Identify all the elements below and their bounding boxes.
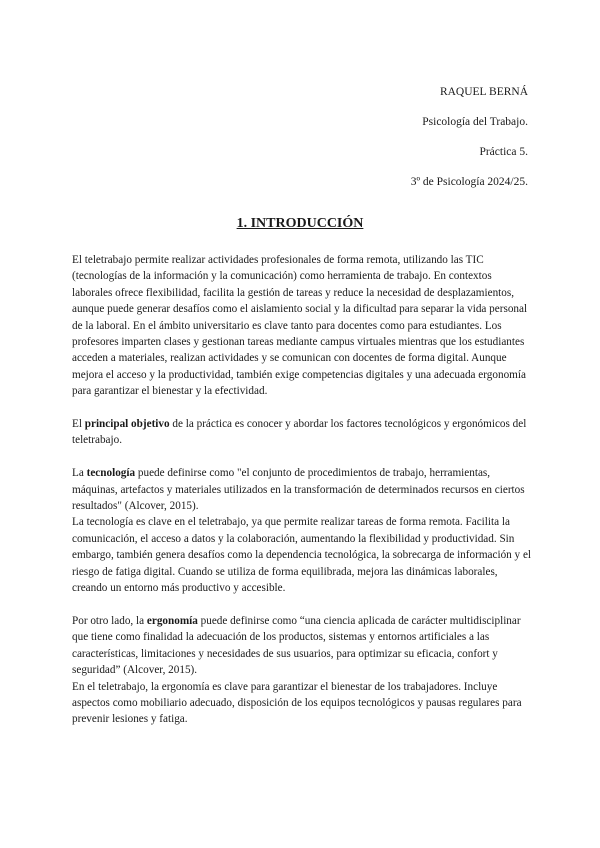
technology-definition-paragraph xyxy=(72,465,532,514)
ergo-def-before: Por otro lado, la xyxy=(72,614,147,627)
tech-def-after: puede definirse como "el conjunto de procedimientos de trabajo, herramientas, máquinas, artefactos y materiales utilizados en la transformación de determinados recursos en ciertos resultados" (Alcover, 2015). xyxy=(72,467,525,513)
section-title: 1. INTRODUCCIÓN xyxy=(236,216,364,231)
author-name: RAQUEL BERNÁ xyxy=(439,86,528,98)
intro-paragraph: El teletrabajo permite realizar actividades profesionales de forma remota, utilizando las TIC (tecnologías de la información y la comunicación) como herramienta de trabajo. En contextos laborales ofrece flexibilidad, facilita la gestión de tareas y reduce la necesidad de desplazamientos, aunque puede generar desafíos como el aislamiento social y la dificultad para separar la vida personal de la laboral. En el ámbito universitario es clave tanto para docentes como para estudiantes. Los profesores imparten clases y gestionan tareas mediante campus virtuales mientras que los estudiantes acceden a materiales, realizan actividades y se comunican con docentes de forma digital. Aunque mejora el acceso y la productividad, también exige competencias digitales y una adecuada ergonomía para garantizar el bienestar y la efectividad. xyxy=(72,254,528,398)
document-body xyxy=(72,252,532,728)
tech-def-before: La xyxy=(72,467,87,480)
ergo-def-bold-term: ergonomía xyxy=(146,614,198,627)
ergonomics-body-paragraph: En el teletrabajo, la ergonomía es clave para garantizar el bienestar de los trabajadores. Incluye aspectos como mobiliario adecuado, disposición de los equipos tecnológicos y pausas regulares para prevenir lesiones y fatiga. xyxy=(72,680,522,726)
objective-bold-term: principal objetivo xyxy=(84,418,170,431)
ergo-def-after: puede definirse como “una ciencia aplicada de carácter multidisciplinar que tiene como finalidad la adecuación de los productos, sistemas y entornos artificiales a las características, limitaciones y necesidades de sus usuarios, para optimizar su eficacia, confort y seguridad” (Alcover, 2015). xyxy=(72,614,521,677)
technology-body-paragraph: La tecnología es clave en el teletrabajo, ya que permite realizar tareas de forma remota. Facilita la comunicación, el acceso a datos y la colaboración, aumentando la flexibilidad y productividad. Sin embargo, también genera desafíos como la dependencia tecnológica, la sobrecarga de información y el riesgo de fatiga digital. Cuando se utiliza de forma equilibrada, mejora las dinámicas laborales, creando un entorno más productivo y accesible. xyxy=(72,516,532,595)
objective-paragraph xyxy=(72,416,532,449)
objective-text-after: de la práctica es conocer y abordar los factores tecnológicos y ergonómicos del teletrabajo. xyxy=(72,418,527,447)
document-header xyxy=(411,84,528,204)
ergonomics-definition-paragraph xyxy=(72,613,532,679)
tech-def-bold-term: tecnología xyxy=(86,467,136,480)
subject-name: Psicología del Trabajo. xyxy=(422,116,528,128)
course-year: 3º de Psicología 2024/25. xyxy=(410,176,528,188)
objective-text-before: El xyxy=(72,418,85,431)
practice-number: Práctica 5. xyxy=(479,146,528,158)
